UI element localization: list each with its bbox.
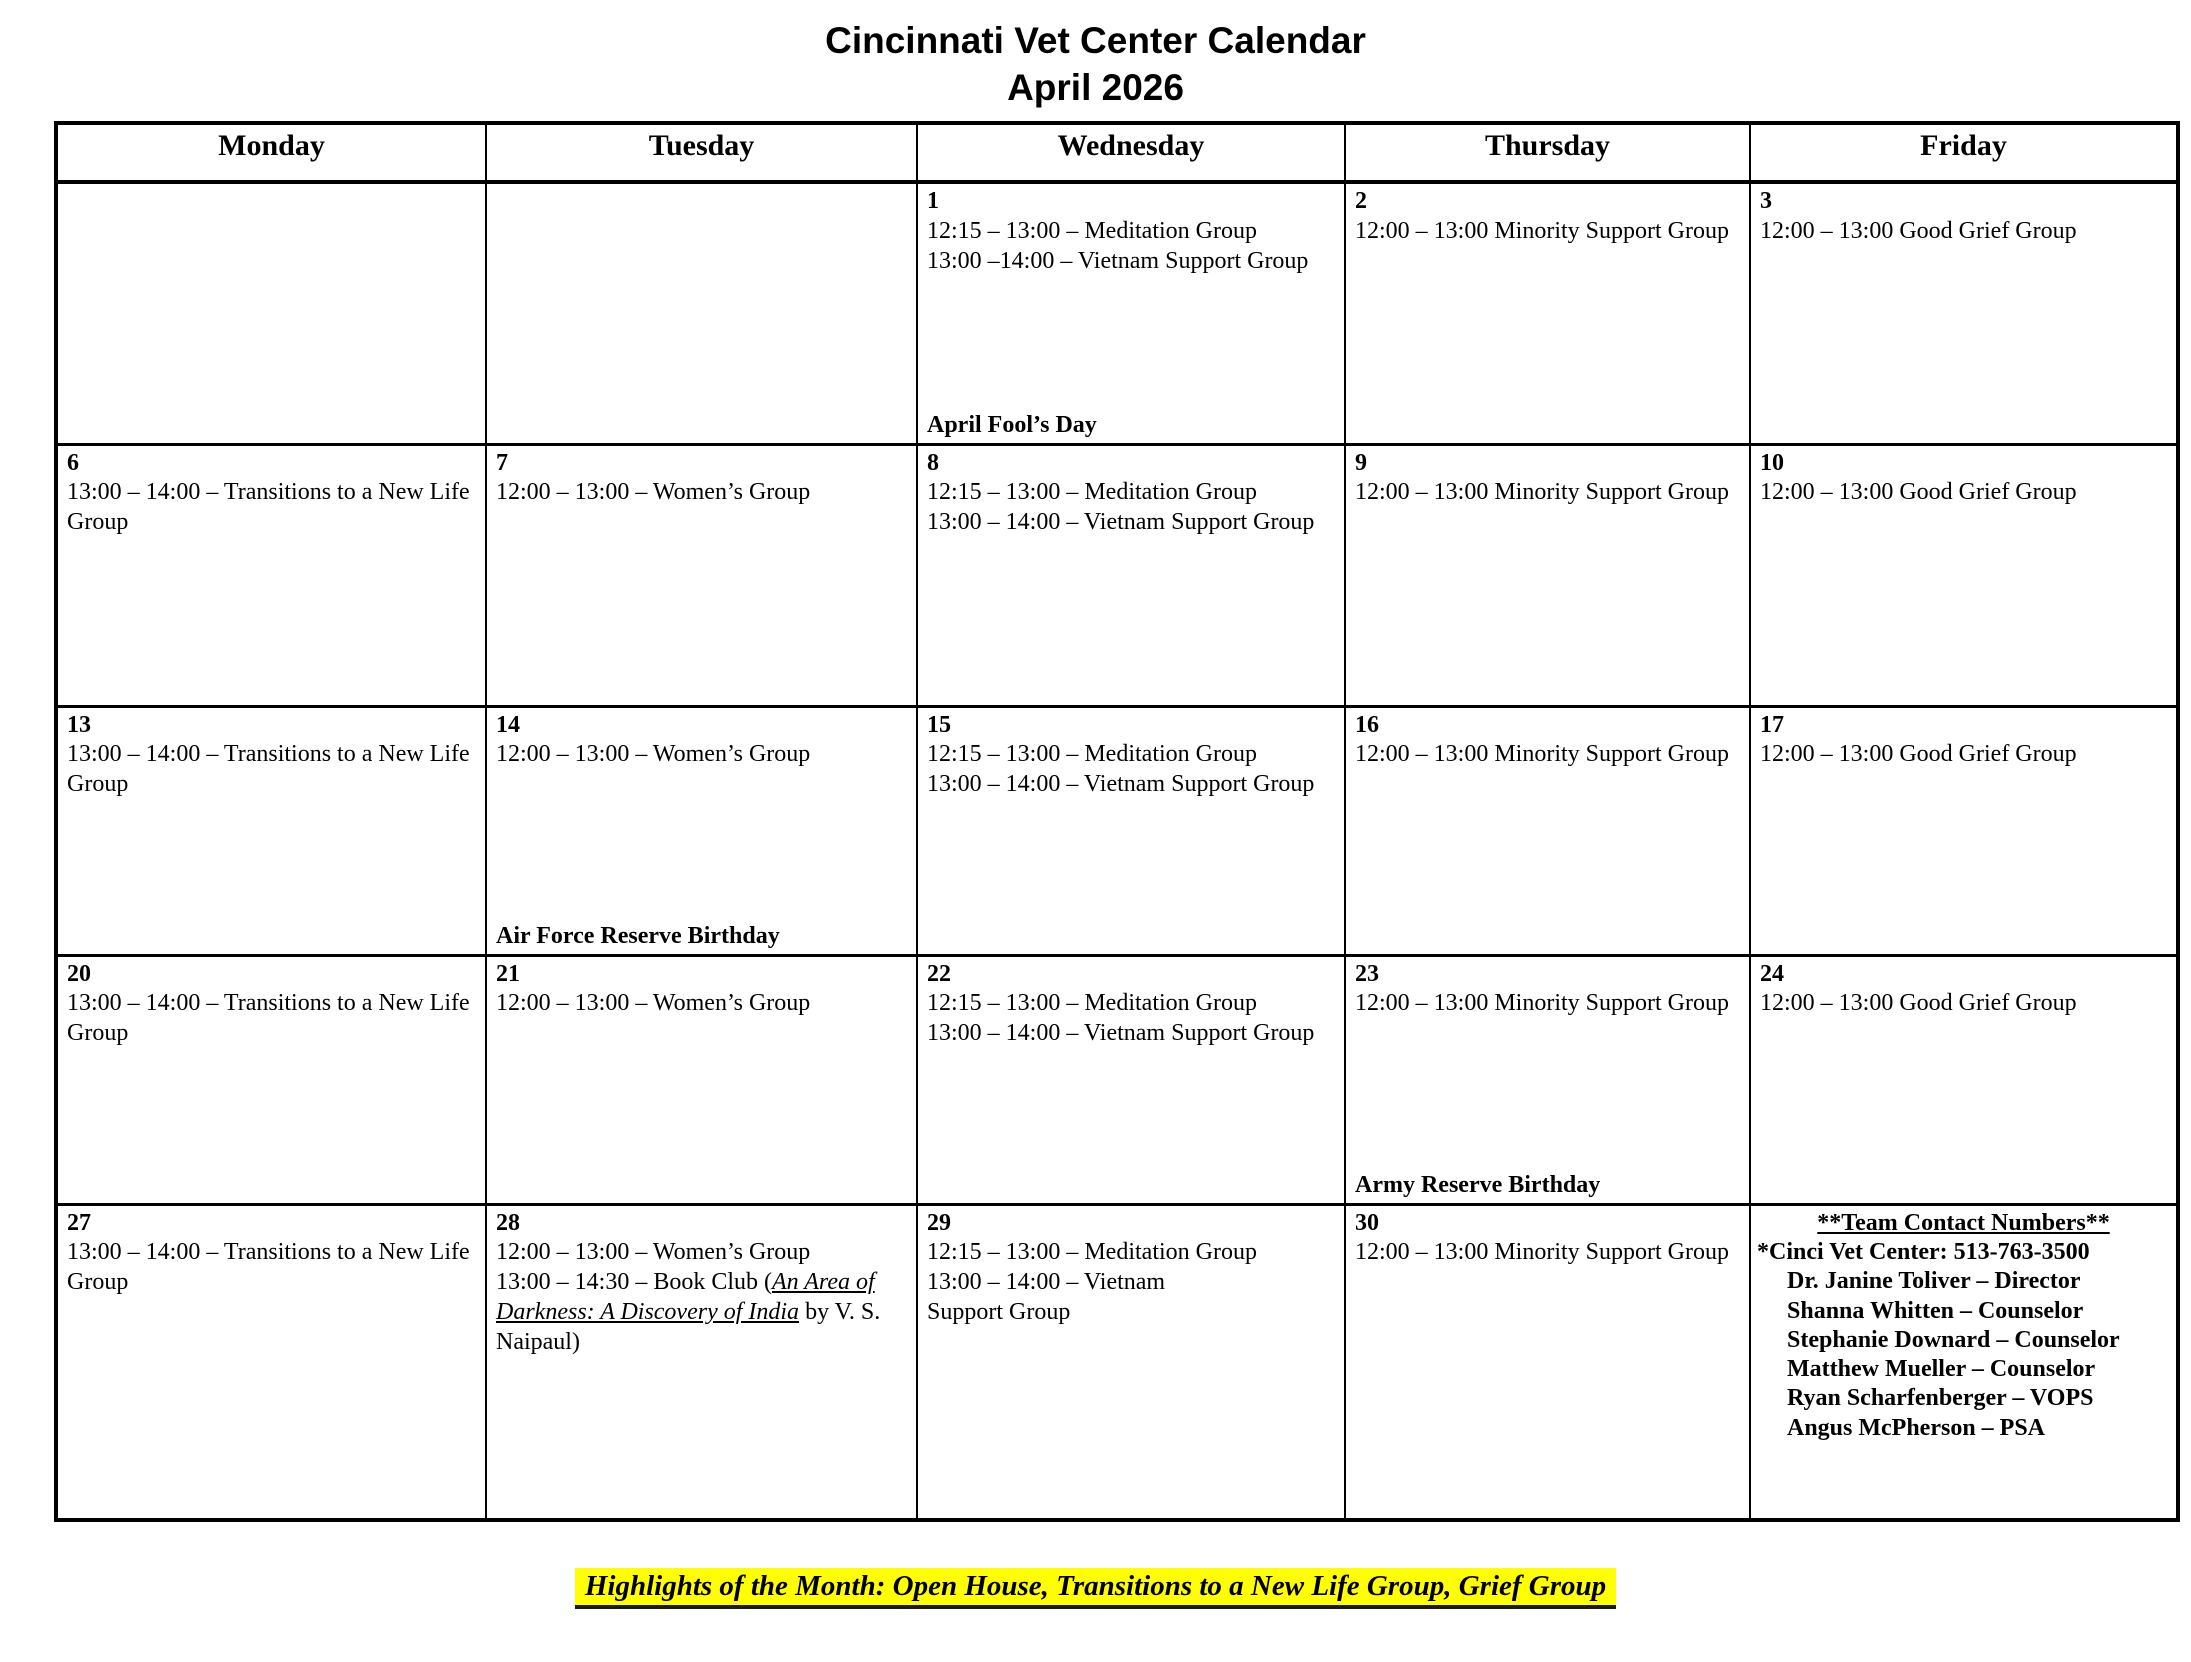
cell-apr-17 <box>1750 706 2178 955</box>
event-line: 12:00 – 13:00 – Women’s Group <box>496 479 811 506</box>
cell-apr-2 <box>1345 182 1750 444</box>
date-number: 6 <box>67 449 79 476</box>
contact-staff-line: Shanna Whitten – Counselor <box>1787 1297 2084 1324</box>
date-number: 7 <box>496 449 508 476</box>
page-title <box>0 18 2191 111</box>
cell-apr-1 <box>917 182 1345 444</box>
date-number: 15 <box>927 711 951 738</box>
event-line: 12:00 – 13:00 Good Grief Group <box>1760 741 2077 768</box>
date-number: 13 <box>67 711 91 738</box>
date-number: 9 <box>1355 449 1367 476</box>
event-line: 13:00 – 14:00 – Vietnam Support Group <box>927 1269 1166 1325</box>
contact-staff-line: Ryan Scharfenberger – VOPS <box>1787 1385 2094 1412</box>
cell-apr-29 <box>917 1204 1345 1520</box>
event-line: 12:00 – 13:00 Minority Support Group <box>1355 741 1730 768</box>
date-number: 23 <box>1355 960 1379 987</box>
date-number: 27 <box>67 1209 91 1236</box>
day-header-thursday: Thursday <box>1345 123 1750 182</box>
event-line: 12:00 – 13:00 Minority Support Group <box>1355 1239 1730 1266</box>
cell-apr-28 <box>486 1204 917 1520</box>
cell-apr-6 <box>56 444 486 706</box>
cell-empty <box>56 182 486 444</box>
date-number: 20 <box>67 960 91 987</box>
date-number: 29 <box>927 1209 951 1236</box>
cell-apr-27 <box>56 1204 486 1520</box>
event-line: 13:00 – 14:00 – Transitions to a New Life Group <box>67 990 470 1047</box>
event-line: 12:15 – 13:00 – Meditation Group <box>927 990 1257 1017</box>
event-line: 12:00 – 13:00 – Women’s Group <box>496 741 811 768</box>
event-line: 13:00 – 14:00 – Transitions to a New Life Group <box>67 741 470 798</box>
day-header-row <box>56 123 2178 182</box>
cell-team-contacts <box>1750 1204 2178 1520</box>
cell-apr-30 <box>1345 1204 1750 1520</box>
event-line: 12:00 – 13:00 Minority Support Group <box>1355 990 1730 1017</box>
cell-apr-20 <box>56 955 486 1204</box>
date-number: 21 <box>496 960 520 987</box>
event-line: 13:00 – 14:00 – Vietnam Support Group <box>927 771 1315 798</box>
cell-apr-23 <box>1345 955 1750 1204</box>
cell-apr-7 <box>486 444 917 706</box>
cell-apr-21 <box>486 955 917 1204</box>
cell-apr-24 <box>1750 955 2178 1204</box>
page-title-line1: Cincinnati Vet Center Calendar <box>825 20 1366 61</box>
date-number: 10 <box>1760 449 1784 476</box>
highlights-section <box>0 1568 2191 1609</box>
event-line: 12:00 – 13:00 Good Grief Group <box>1760 479 2077 506</box>
contact-staff-line: Matthew Mueller – Counselor <box>1787 1356 2096 1383</box>
cell-empty <box>486 182 917 444</box>
date-number: 2 <box>1355 188 1367 215</box>
cell-apr-14 <box>486 706 917 955</box>
day-header-wednesday: Wednesday <box>917 123 1345 182</box>
page-title-line2: April 2026 <box>1007 66 1184 108</box>
contact-phone: *Cinci Vet Center: 513-763-3500 <box>1757 1238 2090 1265</box>
book-title: An Area of Darkness: A Discovery of India <box>496 1269 875 1325</box>
week-row-2 <box>56 444 2178 706</box>
cell-apr-22 <box>917 955 1345 1204</box>
event-line: 13:00 – 14:00 – Vietnam Support Group <box>927 1020 1315 1047</box>
book-club-suffix: by V. S. Naipaul) <box>496 1298 881 1355</box>
event-line: 12:00 – 13:00 – Women’s Group <box>496 990 811 1017</box>
event-line: 12:00 – 13:00 Minority Support Group <box>1355 217 1730 244</box>
event-line: 13:00 –14:00 – Vietnam Support Group <box>927 247 1309 274</box>
contact-staff-line: Angus McPherson – PSA <box>1787 1414 2046 1441</box>
date-number: 17 <box>1760 711 1784 738</box>
cell-apr-3 <box>1750 182 2178 444</box>
date-number: 8 <box>927 449 939 476</box>
week-row-3 <box>56 706 2178 955</box>
event-line: 13:00 – 14:00 – Transitions to a New Life Group <box>67 1239 470 1296</box>
week-row-4 <box>56 955 2178 1204</box>
book-club-prefix: 13:00 – 14:30 – Book Club ( <box>496 1269 773 1296</box>
event-line: 12:15 – 13:00 – Meditation Group <box>927 217 1257 244</box>
date-number: 16 <box>1355 711 1379 738</box>
week-row-5 <box>56 1204 2178 1520</box>
holiday-label-april-fools: April Fool’s Day <box>927 411 1097 438</box>
event-line-book-club <box>496 1268 907 1357</box>
contact-staff-line: Dr. Janine Toliver – Director <box>1787 1268 2081 1295</box>
day-header-friday: Friday <box>1750 123 2178 182</box>
holiday-label-air-force-reserve: Air Force Reserve Birthday <box>496 922 780 949</box>
event-line: 12:00 – 13:00 Good Grief Group <box>1760 990 2077 1017</box>
day-header-tuesday: Tuesday <box>486 123 917 182</box>
date-number: 1 <box>927 188 939 215</box>
date-number: 24 <box>1760 960 1784 987</box>
date-number: 30 <box>1355 1209 1379 1236</box>
week-row-1 <box>56 182 2178 444</box>
event-line: 12:15 – 13:00 – Meditation Group <box>927 741 1257 768</box>
holiday-label-army-reserve: Army Reserve Birthday <box>1355 1171 1601 1198</box>
cell-apr-8 <box>917 444 1345 706</box>
cell-apr-16 <box>1345 706 1750 955</box>
date-number: 3 <box>1760 188 1772 215</box>
highlights-banner: Highlights of the Month: Open House, Transitions to a New Life Group, Grief Group <box>575 1568 1616 1609</box>
contact-header: **Team Contact Numbers** <box>1817 1209 2110 1236</box>
date-number: 28 <box>496 1209 520 1236</box>
event-line: 12:00 – 13:00 Good Grief Group <box>1760 217 2077 244</box>
event-line: 12:15 – 13:00 – Meditation Group <box>927 479 1257 506</box>
event-line: 12:00 – 13:00 Minority Support Group <box>1355 479 1730 506</box>
day-header-monday: Monday <box>56 123 486 182</box>
cell-apr-10 <box>1750 444 2178 706</box>
date-number: 22 <box>927 960 951 987</box>
date-number: 14 <box>496 711 520 738</box>
contact-staff-line: Stephanie Downard – Counselor <box>1787 1326 2120 1353</box>
event-line: 12:15 – 13:00 – Meditation Group <box>927 1239 1257 1266</box>
cell-apr-13 <box>56 706 486 955</box>
event-line: 13:00 – 14:00 – Transitions to a New Life Group <box>67 479 470 536</box>
event-line: 12:00 – 13:00 – Women’s Group <box>496 1239 811 1266</box>
cell-apr-15 <box>917 706 1345 955</box>
cell-apr-9 <box>1345 444 1750 706</box>
event-line: 13:00 – 14:00 – Vietnam Support Group <box>927 509 1315 536</box>
calendar-table <box>54 121 2180 1522</box>
